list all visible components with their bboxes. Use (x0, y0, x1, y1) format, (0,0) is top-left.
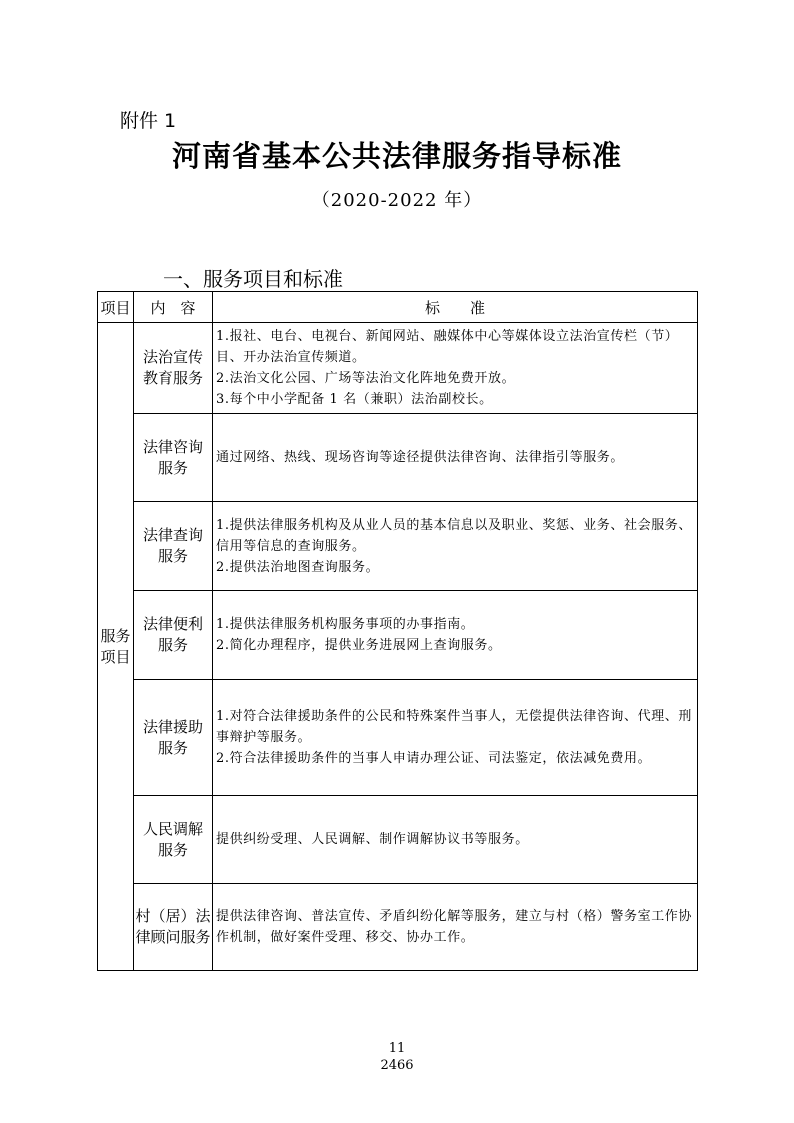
document-subtitle: （2020-2022 年） (311, 190, 483, 211)
standard-line: 1.提供法律服务机构及从业人员的基本信息以及职业、奖惩、业务、社会服务、信用等信息的查询服务。 (216, 517, 693, 554)
standard-line: 1.报社、电台、电视台、新闻网站、融媒体中心等媒体设立法治宣传栏（节）目、开办法治宣传频道。 (216, 329, 679, 365)
standard-line: 1.提供法律服务机构服务事项的办事指南。 (216, 617, 475, 632)
page-number: 11 (388, 1041, 406, 1056)
item-cell: 人民调解 服务 (134, 796, 213, 884)
standard-cell (213, 591, 698, 680)
global-page-number: 2466 (380, 1058, 414, 1073)
table-row (98, 323, 698, 414)
standard-line: 2.法治文化公园、广场等法治文化阵地免费开放。 (216, 371, 516, 386)
table-row (98, 884, 698, 971)
standards-table (97, 291, 698, 971)
standard-cell (213, 502, 698, 591)
category-cell: 服务 项目 (98, 323, 134, 971)
table-header-row (98, 292, 698, 323)
standard-line: 2.简化办理程序，提供业务进展网上查询服务。 (216, 638, 502, 653)
item-cell: 法治宣传 教育服务 (134, 323, 213, 414)
section-heading: 一、服务项目和标准 (163, 267, 343, 291)
page-footer (0, 1040, 794, 1074)
document-title: 河南省基本公共法律服务指导标准 (171, 139, 622, 173)
standard-cell (213, 680, 698, 796)
attachment-label: 附件 1 (120, 110, 177, 132)
standard-cell (213, 323, 698, 414)
table-row (98, 680, 698, 796)
table-row (98, 796, 698, 884)
standard-line: 提供法律咨询、普法宣传、矛盾纠纷化解等服务，建立与村（格）警务室工作协作机制，做好案件受理、移交、协办工作。 (216, 909, 693, 945)
standard-cell (213, 414, 698, 502)
column-header-content: 内 容 (134, 292, 213, 323)
item-cell: 村（居）法 律顾问服务 (134, 884, 213, 971)
column-header-standard: 标 准 (213, 292, 698, 323)
standard-line: 提供纠纷受理、人民调解、制作调解协议书等服务。 (216, 832, 529, 847)
column-header-category: 项目 (98, 292, 134, 323)
standard-line: 1.对符合法律援助条件的公民和特殊案件当事人，无偿提供法律咨询、代理、刑事辩护等服务。 (216, 709, 693, 745)
table-row (98, 502, 698, 591)
item-cell: 法律便利 服务 (134, 591, 213, 680)
standard-cell (213, 796, 698, 884)
item-cell: 法律咨询 服务 (134, 414, 213, 502)
standard-line: 3.每个中小学配备 1 名（兼职）法治副校长。 (216, 392, 493, 407)
item-cell: 法律查询 服务 (134, 502, 213, 591)
standard-line: 2.符合法律援助条件的当事人申请办理公证、司法鉴定，依法减免费用。 (216, 751, 652, 766)
table-row (98, 591, 698, 680)
standard-cell (213, 884, 698, 971)
table-row (98, 414, 698, 502)
standard-line: 2.提供法治地图查询服务。 (216, 559, 380, 575)
standard-line: 通过网络、热线、现场咨询等途径提供法律咨询、法律指引等服务。 (216, 450, 625, 465)
item-cell: 法律援助 服务 (134, 680, 213, 796)
